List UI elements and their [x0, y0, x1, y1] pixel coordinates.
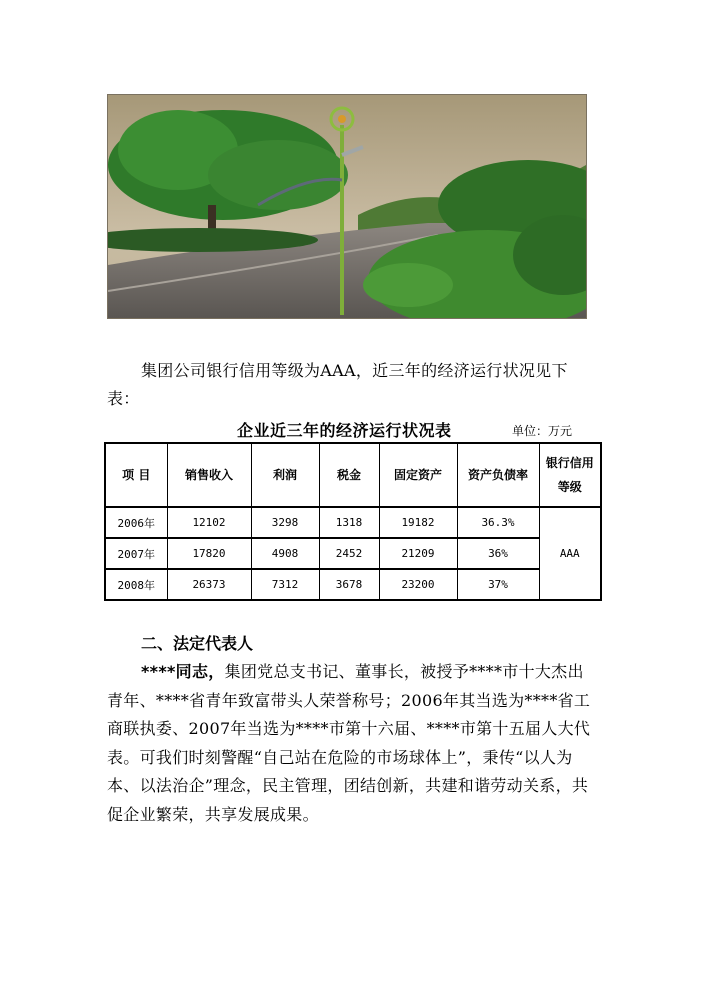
- header-credit-rating: 银行信用等级: [539, 443, 601, 507]
- table-cell: 21209: [379, 538, 457, 569]
- representative-body: 集团党总支书记、董事长，被授予****市十大杰出青年、****省青年致富带头人荣誉称号；2006年其当选为****省工商联执委、2007年当选为****市第十六届、****市第十五届人大代表。可我们时刻警醒“自己站在危险的市场球体上”，秉传“以人为本、以法治企”理念，民主管理，团结创新，共建和谐劳动关系，共促企业繁荣，共享发展成果。: [107, 662, 591, 824]
- street-photo: [107, 94, 587, 319]
- table-cell: 37%: [457, 569, 539, 600]
- intro-text: 集团公司银行信用等级为AAA，近三年的经济运行状况见下表：: [107, 361, 568, 408]
- table-unit: 单位：万元: [512, 424, 573, 438]
- table-cell: 4908: [251, 538, 319, 569]
- table-cell: 3678: [319, 569, 379, 600]
- header-profit: 利润: [251, 443, 319, 507]
- table-cell: 36%: [457, 538, 539, 569]
- table-cell: 7312: [251, 569, 319, 600]
- table-cell: 2008年: [105, 569, 167, 600]
- table-row: [105, 507, 601, 538]
- table-cell: 2452: [319, 538, 379, 569]
- table-cell: 36.3%: [457, 507, 539, 538]
- economic-table: [104, 442, 602, 601]
- table-cell: 17820: [167, 538, 251, 569]
- street-photo-illustration: [108, 95, 586, 318]
- table-cell: 2006年: [105, 507, 167, 538]
- section-heading: 二、法定代表人: [141, 634, 254, 653]
- representative-lead: ****同志，: [141, 662, 225, 681]
- table-row: [105, 569, 601, 600]
- header-fixed-assets: 固定资产: [379, 443, 457, 507]
- table-cell: 12102: [167, 507, 251, 538]
- header-tax: 税金: [319, 443, 379, 507]
- credit-rating-cell: AAA: [539, 507, 601, 600]
- table-cell: 2007年: [105, 538, 167, 569]
- table-row: [105, 538, 601, 569]
- header-item: 项 目: [105, 443, 167, 507]
- header-sales: 销售收入: [167, 443, 251, 507]
- header-debt-ratio: 资产负债率: [457, 443, 539, 507]
- table-cell: 19182: [379, 507, 457, 538]
- table-cell: 23200: [379, 569, 457, 600]
- table-title: 企业近三年的经济运行状况表: [237, 421, 452, 440]
- table-cell: 1318: [319, 507, 379, 538]
- intro-paragraph: [107, 357, 599, 413]
- representative-paragraph: [107, 658, 599, 829]
- table-cell: 3298: [251, 507, 319, 538]
- table-header-row: [105, 443, 601, 507]
- table-cell: 26373: [167, 569, 251, 600]
